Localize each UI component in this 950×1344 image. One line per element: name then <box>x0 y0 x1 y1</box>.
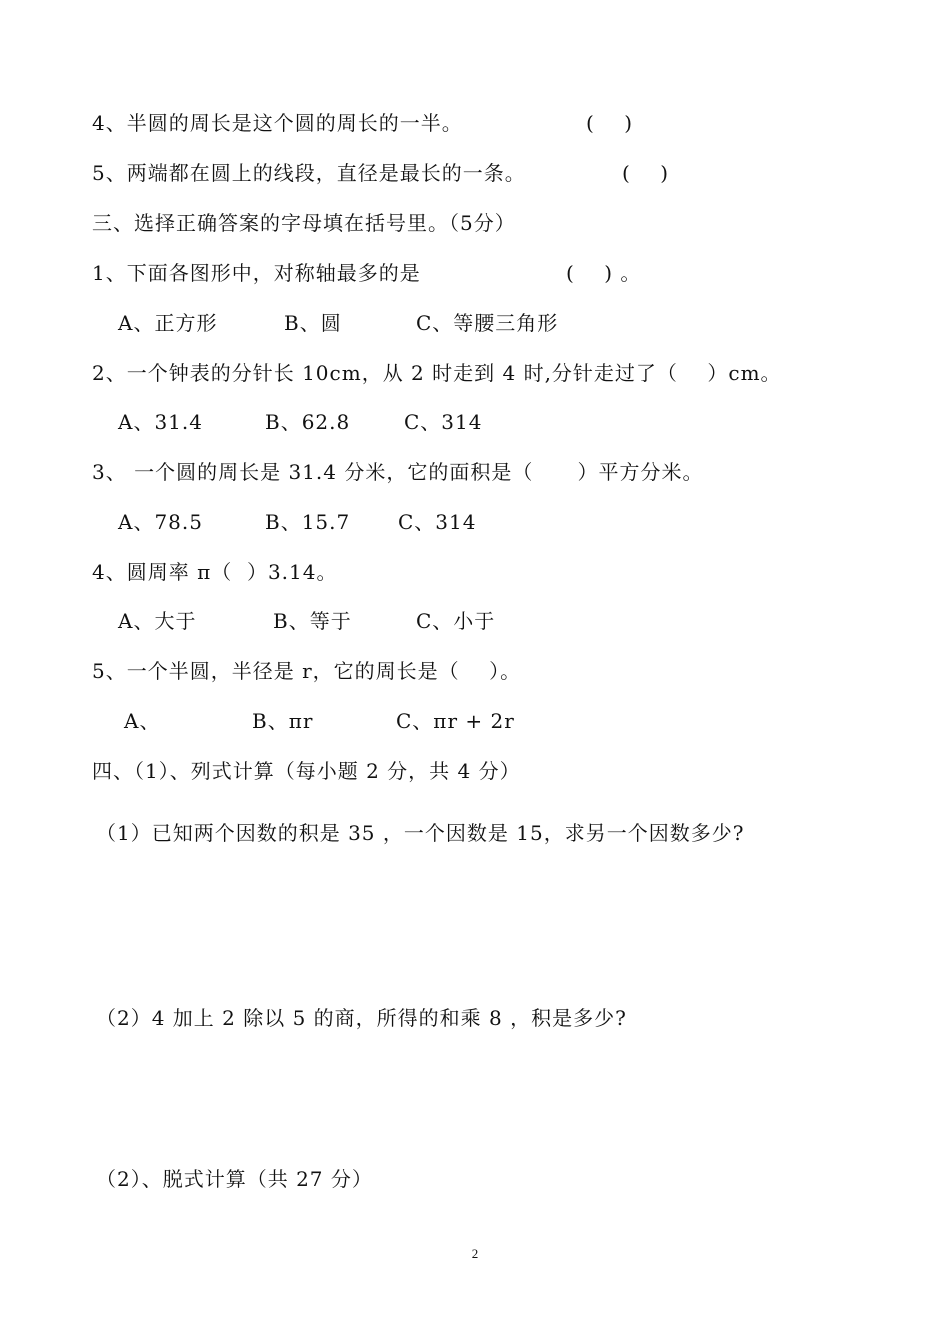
choice-question-1-option-a: A、正方形 <box>118 311 218 335</box>
choice-question-2-option-b: B、62.8 <box>265 410 351 434</box>
section-4-part-2-heading: （2）、脱式计算（共 27 分） <box>96 1167 373 1191</box>
calc-question-1: （1）已知两个因数的积是 35 ，一个因数是 15，求另一个因数多少? <box>96 821 745 845</box>
choice-question-5-option-b: B、πr <box>252 709 314 733</box>
section-3-heading: 三、选择正确答案的字母填在括号里。（5分） <box>92 211 516 235</box>
tf-question-4-text: 4、半圆的周长是这个圆的周长的一半。 <box>92 111 463 135</box>
choice-question-3-stem: 3、 一个圆的周长是 31.4 分米，它的面积是（ ）平方分米。 <box>92 460 704 484</box>
choice-question-1-blank: ( ) 。 <box>566 261 642 285</box>
choice-question-2-stem: 2、一个钟表的分针长 10cm，从 2 时走到 4 时,分针走过了（ ）cm。 <box>92 361 782 385</box>
choice-question-4-option-a: A、大于 <box>118 609 197 633</box>
choice-question-4-stem: 4、圆周率 π（ ）3.14。 <box>92 560 338 584</box>
calc-question-2: （2）4 加上 2 除以 5 的商，所得的和乘 8 ，积是多少? <box>96 1006 627 1030</box>
tf-question-5-text: 5、两端都在圆上的线段，直径是最长的一条。 <box>92 161 526 185</box>
choice-question-3-option-a: A、78.5 <box>118 510 203 534</box>
choice-question-4-option-c: C、小于 <box>416 609 496 633</box>
choice-question-3-option-c: C、314 <box>398 510 477 534</box>
page-number: 2 <box>471 1246 479 1261</box>
choice-question-2-option-c: C、314 <box>404 410 483 434</box>
choice-question-2-option-a: A、31.4 <box>118 410 203 434</box>
choice-question-5-stem: 5、一个半圆，半径是 r，它的周长是（ ）。 <box>92 659 522 683</box>
section-4-heading: 四、（1）、列式计算（每小题 2 分，共 4 分） <box>92 759 521 783</box>
choice-question-5-option-a: A、 <box>124 709 161 733</box>
tf-question-5-blank: ( ) <box>622 161 670 185</box>
choice-question-1-stem: 1、下面各图形中，对称轴最多的是 <box>92 261 421 285</box>
choice-question-4-option-b: B、等于 <box>273 609 352 633</box>
choice-question-1-option-b: B、圆 <box>284 311 342 335</box>
choice-question-3-option-b: B、15.7 <box>265 510 351 534</box>
choice-question-1-option-c: C、等腰三角形 <box>416 311 559 335</box>
choice-question-5-option-c: C、πr + 2r <box>396 709 515 733</box>
tf-question-4-blank: ( ) <box>586 111 634 135</box>
